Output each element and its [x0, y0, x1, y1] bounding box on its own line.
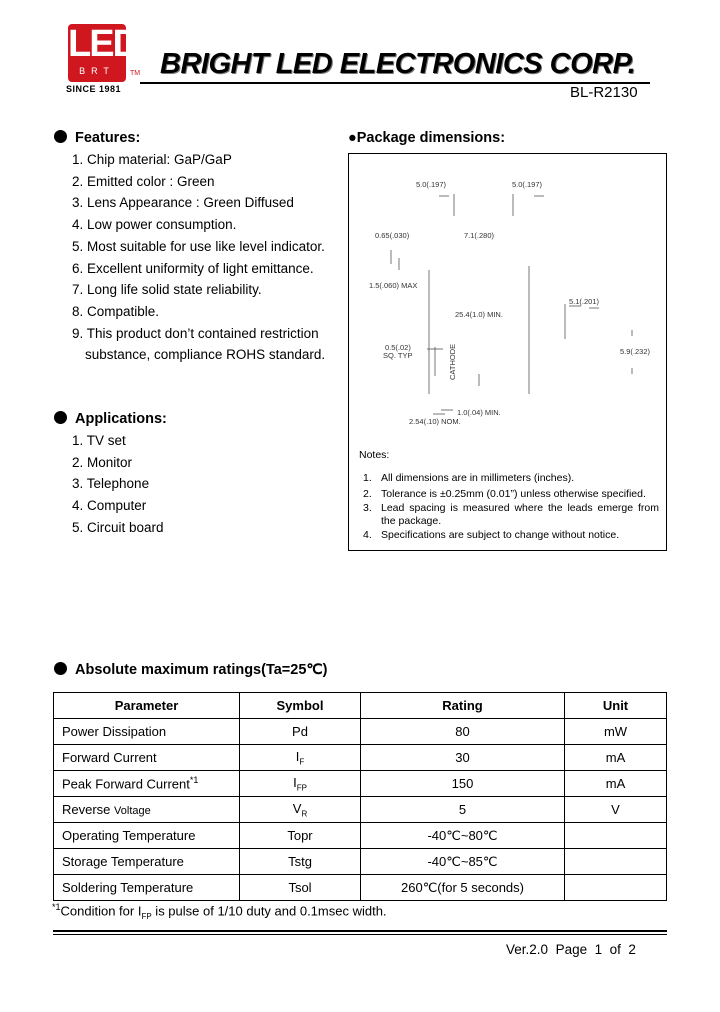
notes-title: Notes: [359, 449, 390, 461]
parameter-cell: Storage Temperature [54, 849, 240, 875]
bullet-icon [54, 130, 67, 143]
table-row [54, 745, 667, 771]
rating-cell: -40℃~80℃ [361, 823, 565, 849]
parameter-cell [54, 797, 240, 823]
note-item [359, 502, 659, 529]
parameter-cell: Forward Current [54, 745, 240, 771]
note-number: 3. [363, 501, 372, 514]
page-total: 2 [628, 942, 636, 957]
footer-rule [53, 934, 667, 935]
unit-cell [565, 875, 667, 901]
list-item: 1. TV set [72, 433, 126, 448]
logo-subtext: BRT [79, 66, 115, 76]
rating-cell: -40℃~85℃ [361, 849, 565, 875]
dim-label: 25.4(1.0) MIN. [455, 310, 503, 319]
unit-cell: V [565, 797, 667, 823]
dim-label: 2.54(.10) NOM. [409, 417, 461, 426]
footnote-subscript: FP [141, 911, 152, 921]
bullet-icon [54, 662, 67, 675]
note-number: 2. [363, 488, 372, 500]
applications-title: Applications: [75, 411, 167, 427]
dim-label: 5.9(.232) [620, 347, 651, 356]
list-item: 2. Monitor [72, 454, 133, 470]
version-label: Ver.2.0 [506, 942, 549, 957]
company-name: BRIGHT LED ELECTRONICS CORP. [160, 48, 636, 80]
dim-label: 0.65(.030) [375, 231, 410, 240]
applications-heading [54, 411, 167, 427]
column-header: Parameter [54, 693, 240, 719]
features-list [72, 149, 325, 366]
column-header: Rating [361, 693, 565, 719]
footer-rule [53, 930, 667, 932]
cathode-label: CATHODE [448, 343, 457, 380]
symbol-cell: Tsol [240, 875, 361, 901]
dim-label: 1.0(.04) MIN. [457, 408, 501, 417]
package-drawing [349, 154, 666, 444]
unit-cell: mA [565, 745, 667, 771]
dim-label: 5.0(.197) [512, 180, 543, 189]
features-heading [54, 130, 140, 146]
since-label: SINCE 1981 [66, 84, 122, 94]
parameter-cell: Power Dissipation [54, 719, 240, 745]
bullet-icon [54, 411, 67, 424]
unit-cell [565, 823, 667, 849]
parameter-text: Reverse [62, 802, 115, 817]
list-item: 2. Emitted color : Green [72, 173, 215, 189]
note-number: 1. [363, 471, 372, 484]
parameter-cell: Operating Temperature [54, 823, 240, 849]
parameter-text: Peak Forward Current [62, 776, 190, 792]
list-item: 5. Most suitable for use like level indicator. [72, 238, 325, 254]
footnote-text: Condition for I [60, 903, 142, 919]
parameter-cell: Soldering Temperature [54, 875, 240, 901]
table-row [54, 771, 667, 797]
list-item: 4. Computer [72, 498, 147, 514]
column-header: Symbol [240, 693, 361, 719]
symbol-subscript: FP [296, 783, 307, 793]
symbol-text: I [295, 748, 300, 764]
symbol-cell [240, 771, 361, 797]
list-item: 7. Long life solid state reliability. [72, 282, 262, 298]
dim-label: 5.1(.201) [569, 297, 600, 306]
table-row [54, 719, 667, 745]
footnote-text: is pulse of 1/10 duty and 0.1msec width. [151, 903, 387, 919]
list-item: 5. Circuit board [72, 519, 164, 535]
symbol-cell: Pd [240, 719, 361, 745]
symbol-text: V [292, 800, 302, 816]
list-item: 3. Telephone [72, 476, 150, 492]
note-item [359, 472, 659, 486]
rating-cell: 80 [361, 719, 565, 745]
symbol-subscript: F [299, 757, 305, 767]
note-text: All dimensions are in millimeters (inches). [381, 471, 575, 484]
logo-text: LED [68, 23, 138, 65]
dim-label: 7.1(.280) [464, 231, 495, 240]
page-label: Page [555, 942, 588, 957]
note-item [359, 488, 659, 502]
symbol-cell: Topr [240, 823, 361, 849]
symbol-cell: Tstg [240, 849, 361, 875]
dim-label: 1.5(.060) MAX [369, 281, 418, 290]
rating-cell: 260℃(for 5 seconds) [361, 875, 565, 901]
rating-cell: 30 [361, 745, 565, 771]
list-item: 1. Chip material: GaP/GaP [72, 152, 232, 167]
unit-cell: mA [565, 771, 667, 797]
ratings-footnote [52, 902, 387, 921]
table-header-row [54, 693, 667, 719]
list-item: substance, compliance ROHS standard. [85, 347, 326, 363]
rating-cell: 5 [361, 797, 565, 823]
ratings-title: Absolute maximum ratings(Ta=25℃) [75, 662, 328, 678]
footnote-mark: *1 [52, 902, 61, 912]
symbol-subscript: R [301, 809, 308, 819]
footnote-ref: *1 [189, 775, 199, 786]
part-number: BL-R2130 [570, 84, 638, 101]
list-item: 8. Compatible. [72, 303, 160, 319]
note-number: 4. [363, 528, 372, 541]
table-row [54, 797, 667, 823]
symbol-cell [240, 745, 361, 771]
table-row [54, 823, 667, 849]
features-title: Features: [75, 130, 141, 146]
unit-cell: mW [565, 719, 667, 745]
package-notes [359, 449, 659, 542]
note-text: Specifications are subject to change without notice. [381, 528, 620, 541]
list-item: 4. Low power consumption. [72, 217, 237, 233]
table-row [54, 875, 667, 901]
column-header: Unit [565, 693, 667, 719]
list-item: 3. Lens Appearance : Green Diffused [72, 195, 294, 211]
note-text: Tolerance is ±0.25mm (0.01”) unless otherwise specified. [381, 488, 646, 500]
unit-cell [565, 849, 667, 875]
dim-label: 5.0(.197) [416, 180, 447, 189]
applications-list [72, 430, 164, 539]
ratings-heading [54, 662, 328, 678]
trademark-mark: TM [130, 70, 141, 77]
table-row [54, 849, 667, 875]
note-item [359, 529, 659, 543]
symbol-cell [240, 797, 361, 823]
ratings-table [53, 692, 667, 901]
dim-label: SQ. TYP [383, 351, 413, 360]
list-item: 9. This product don’t contained restriction [72, 325, 319, 341]
page-of: of [609, 942, 621, 957]
dim-label: 0.5(.02) [385, 343, 411, 352]
package-heading: ●Package dimensions: [348, 130, 506, 146]
parameter-text-small: Voltage [114, 805, 151, 817]
list-item: 6. Excellent uniformity of light emittance. [72, 260, 314, 276]
page-number: 1 [594, 942, 603, 957]
symbol-text: I [293, 774, 297, 790]
parameter-cell [54, 771, 240, 797]
note-text: Lead spacing is measured where the leads emerge from the package. [381, 501, 659, 527]
page-indicator [506, 942, 636, 957]
rating-cell: 150 [361, 771, 565, 797]
